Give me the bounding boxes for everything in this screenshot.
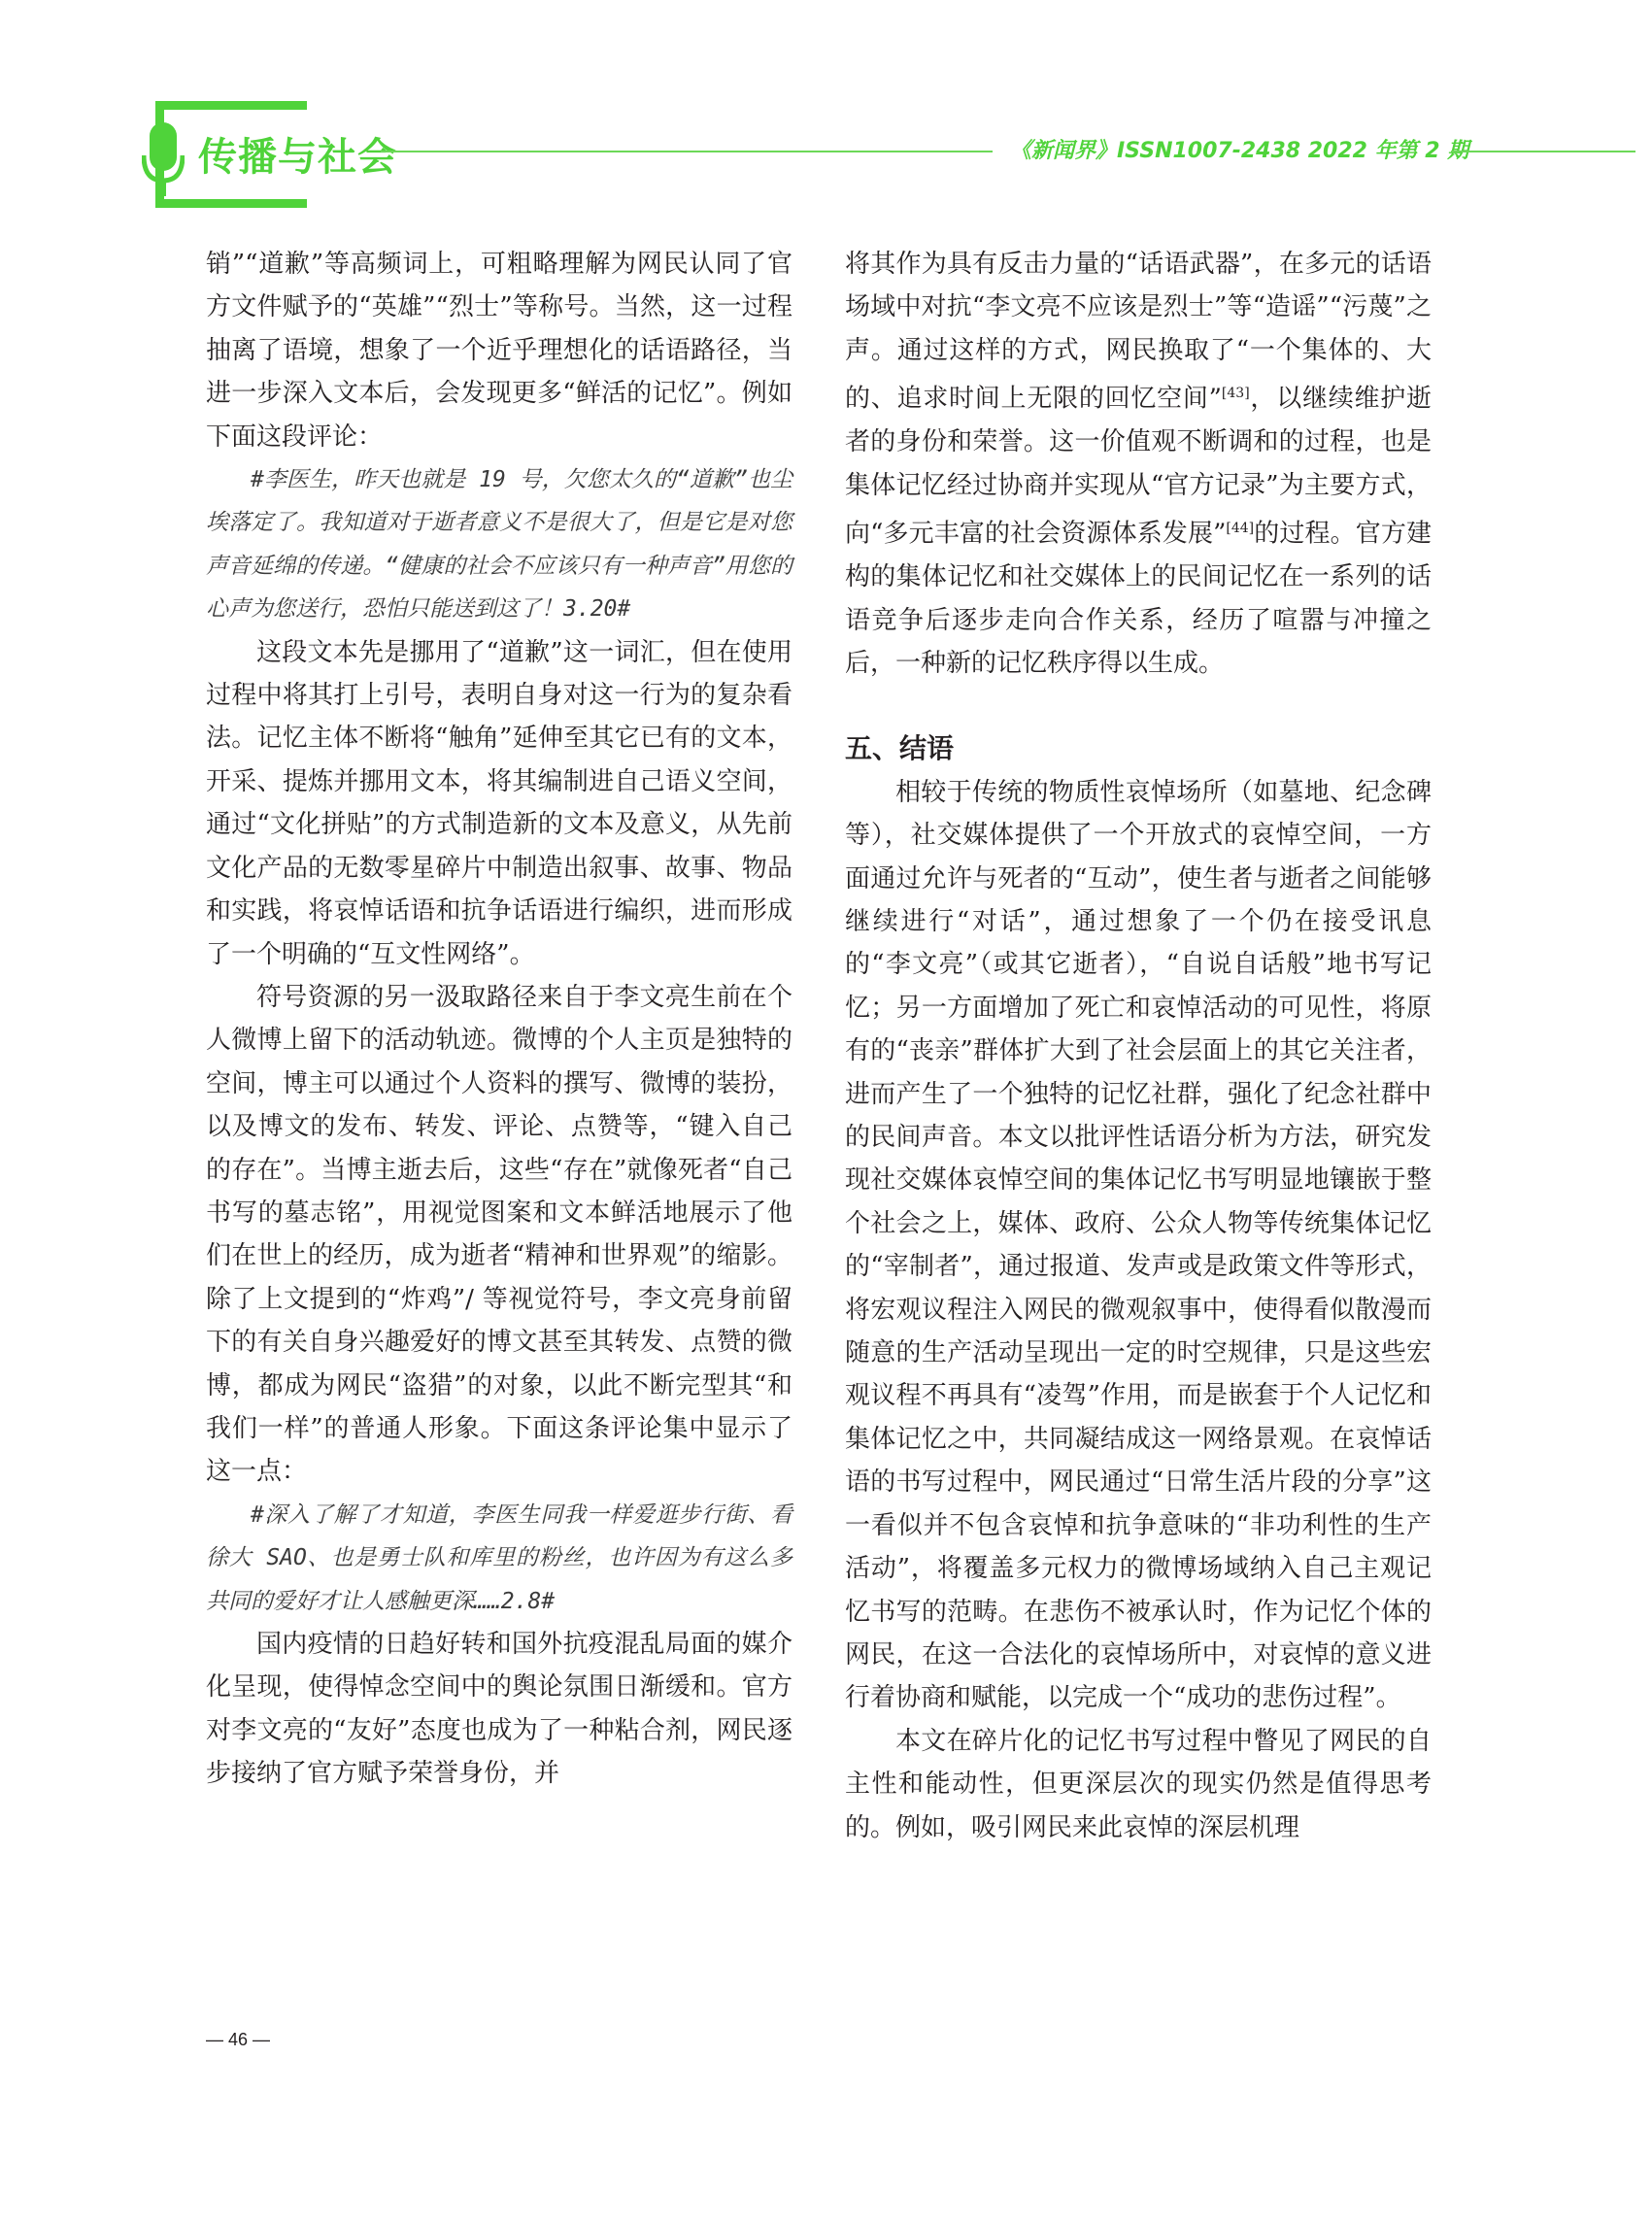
- paragraph: 本文在碎片化的记忆书写过程中瞥见了网民的自主性和能动性，但更深层次的现实仍然是值得思考的。例如，吸引网民来此哀悼的深层机理: [845, 1726, 1432, 1842]
- quoted-comment: #深入了解了才知道，李医生同我一样爱逛步行街、看徐大 SAO、也是勇士队和库里的粉丝，也许因为有这么多共同的爱好才让人感触更深……2.8#: [206, 1501, 792, 1614]
- citation-ref: [43]: [1221, 386, 1250, 402]
- paragraph: 国内疫情的日趋好转和国外抗疫混乱局面的媒介化呈现，使得悼念空间中的舆论氛围日渐缓和。官方对李文亮的“友好”态度也成为了一种粘合剂，网民逐步接纳了官方赋予荣誉身份，并: [206, 1630, 792, 1789]
- quoted-comment: #李医生，昨天也就是 19 号，欠您太久的“道歉”也尘埃落定了。我知道对于逝者意义不是很大了，但是它是对您声音延绵的传递。“健康的社会不应该只有一种声音”用您的心声为您送行，恐怕只能送到这了！3.20#: [206, 467, 792, 623]
- right-column: [845, 243, 1432, 1849]
- left-column: [206, 243, 792, 1796]
- microphone-icon: [142, 120, 185, 198]
- paragraph-text: 将其作为具有反击力量的“话语武器”，在多元的话语场域中对抗“李文亮不应该是烈士”等“造谣”“污蔑”之声。通过这样的方式，网民换取了“一个集体的、大的、追求时间上无限的回忆空间”: [845, 250, 1432, 414]
- journal-info: 《新闻界》ISSN1007-2438 2022 年第 2 期: [1010, 139, 1469, 163]
- paragraph: 销”“道歉”等高频词上，可粗略理解为网民认同了官方文件赋予的“英雄”“烈士”等称号。当然，这一过程抽离了语境，想象了一个近乎理想化的话语路径，当进一步深入文本后，会发现更多“鲜活的记忆”。例如下面这段评论：: [206, 250, 792, 452]
- page-header: [0, 0, 1652, 233]
- paragraph-text: 的过程。官方建构的集体记忆和社交媒体上的民间记忆在一系列的话语竞争后逐步走向合作关系，经历了喧嚣与冲撞之后，一种新的记忆秩序得以生成。: [845, 519, 1432, 678]
- citation-ref: [44]: [1226, 521, 1255, 537]
- header-rule-right: [1451, 151, 1635, 152]
- paragraph: 相较于传统的物质性哀悼场所（如墓地、纪念碑等），社交媒体提供了一个开放式的哀悼空间，一方面通过允许与死者的“互动”，使生者与逝者之间能够继续进行“对话”，通过想象了一个仍在接受讯息的“李文亮”（或其它逝者），“自说自话般”地书写记忆；另一方面增加了死亡和哀悼活动的可见性，将原有的“丧亲”群体扩大到了社会层面上的其它关注者，进而产生了一个独特的记忆社群，强化了纪念社群中的民间声音。本文以批评性话语分析为方法，研究发现社交媒体哀悼空间的集体记忆书写明显地镶嵌于整个社会之上，媒体、政府、公众人物等传统集体记忆的“宰制者”，通过报道、发声或是政策文件等形式，将宏观议程注入网民的微观叙事中，使得看似散漫而随意的生产活动呈现出一定的时空规律，只是这些宏观议程不再具有“凌驾”作用，而是嵌套于个人记忆和集体记忆之中，共同凝结成这一网络景观。在哀悼话语的书写过程中，网民通过“日常生活片段的分享”这一看似并不包含哀悼和抗争意味的“非功利性的生产活动”，将覆盖多元权力的微博场域纳入自己主观记忆书写的范畴。在悲伤不被承认时，作为记忆个体的网民，在这一合法化的哀悼场所中，对哀悼的意义进行着协商和赋能，以完成一个“成功的悲伤过程”。: [845, 777, 1432, 1713]
- paragraph: 这段文本先是挪用了“道歉”这一词汇，但在使用过程中将其打上引号，表明自身对这一行为的复杂看法。记忆主体不断将“触角”延伸至其它已有的文本，开采、提炼并挪用文本，将其编制进自己语义空间，通过“文化拼贴”的方式制造新的文本及意义，从先前文化产品的无数零星碎片中制造出叙事、故事、物品和实践，将哀悼话语和抗争话语进行编织，进而形成了一个明确的“互文性网络”。: [206, 637, 792, 969]
- section-heading: 五、结语: [845, 732, 955, 765]
- section-title: 传播与社会: [198, 135, 397, 180]
- paragraph: 符号资源的另一汲取路径来自于李文亮生前在个人微博上留下的活动轨迹。微博的个人主页是独特的空间，博主可以通过个人资料的撰写、微博的装扮，以及博文的发布、转发、评论、点赞等，“键入自己的存在”。当博主逝去后，这些“存在”就像死者“自己书写的墓志铭”，用视觉图案和文本鲜活地展示了他们在世上的经历，成为逝者“精神和世界观”的缩影。除了上文提到的“炸鸡”/ 等视觉符号，李文亮身前留下的有关自身兴趣爱好的博文甚至其转发、点赞的微博，都成为网民“盗猎”的对象，以此不断完型其“和我们一样”的普通人形象。下面这条评论集中显示了这一点：: [206, 982, 792, 1487]
- page-number: — 46 —: [206, 2030, 271, 2049]
- header-rule-left: [381, 151, 993, 152]
- paragraph: [845, 243, 1432, 685]
- paragraph-text: ，以继续维护逝者的身份和荣誉。这一价值观不断调和的过程，也是集体记忆经过协商并实现从“官方记录”为主要方式，向“多元丰富的社会资源体系发展”: [845, 384, 1432, 549]
